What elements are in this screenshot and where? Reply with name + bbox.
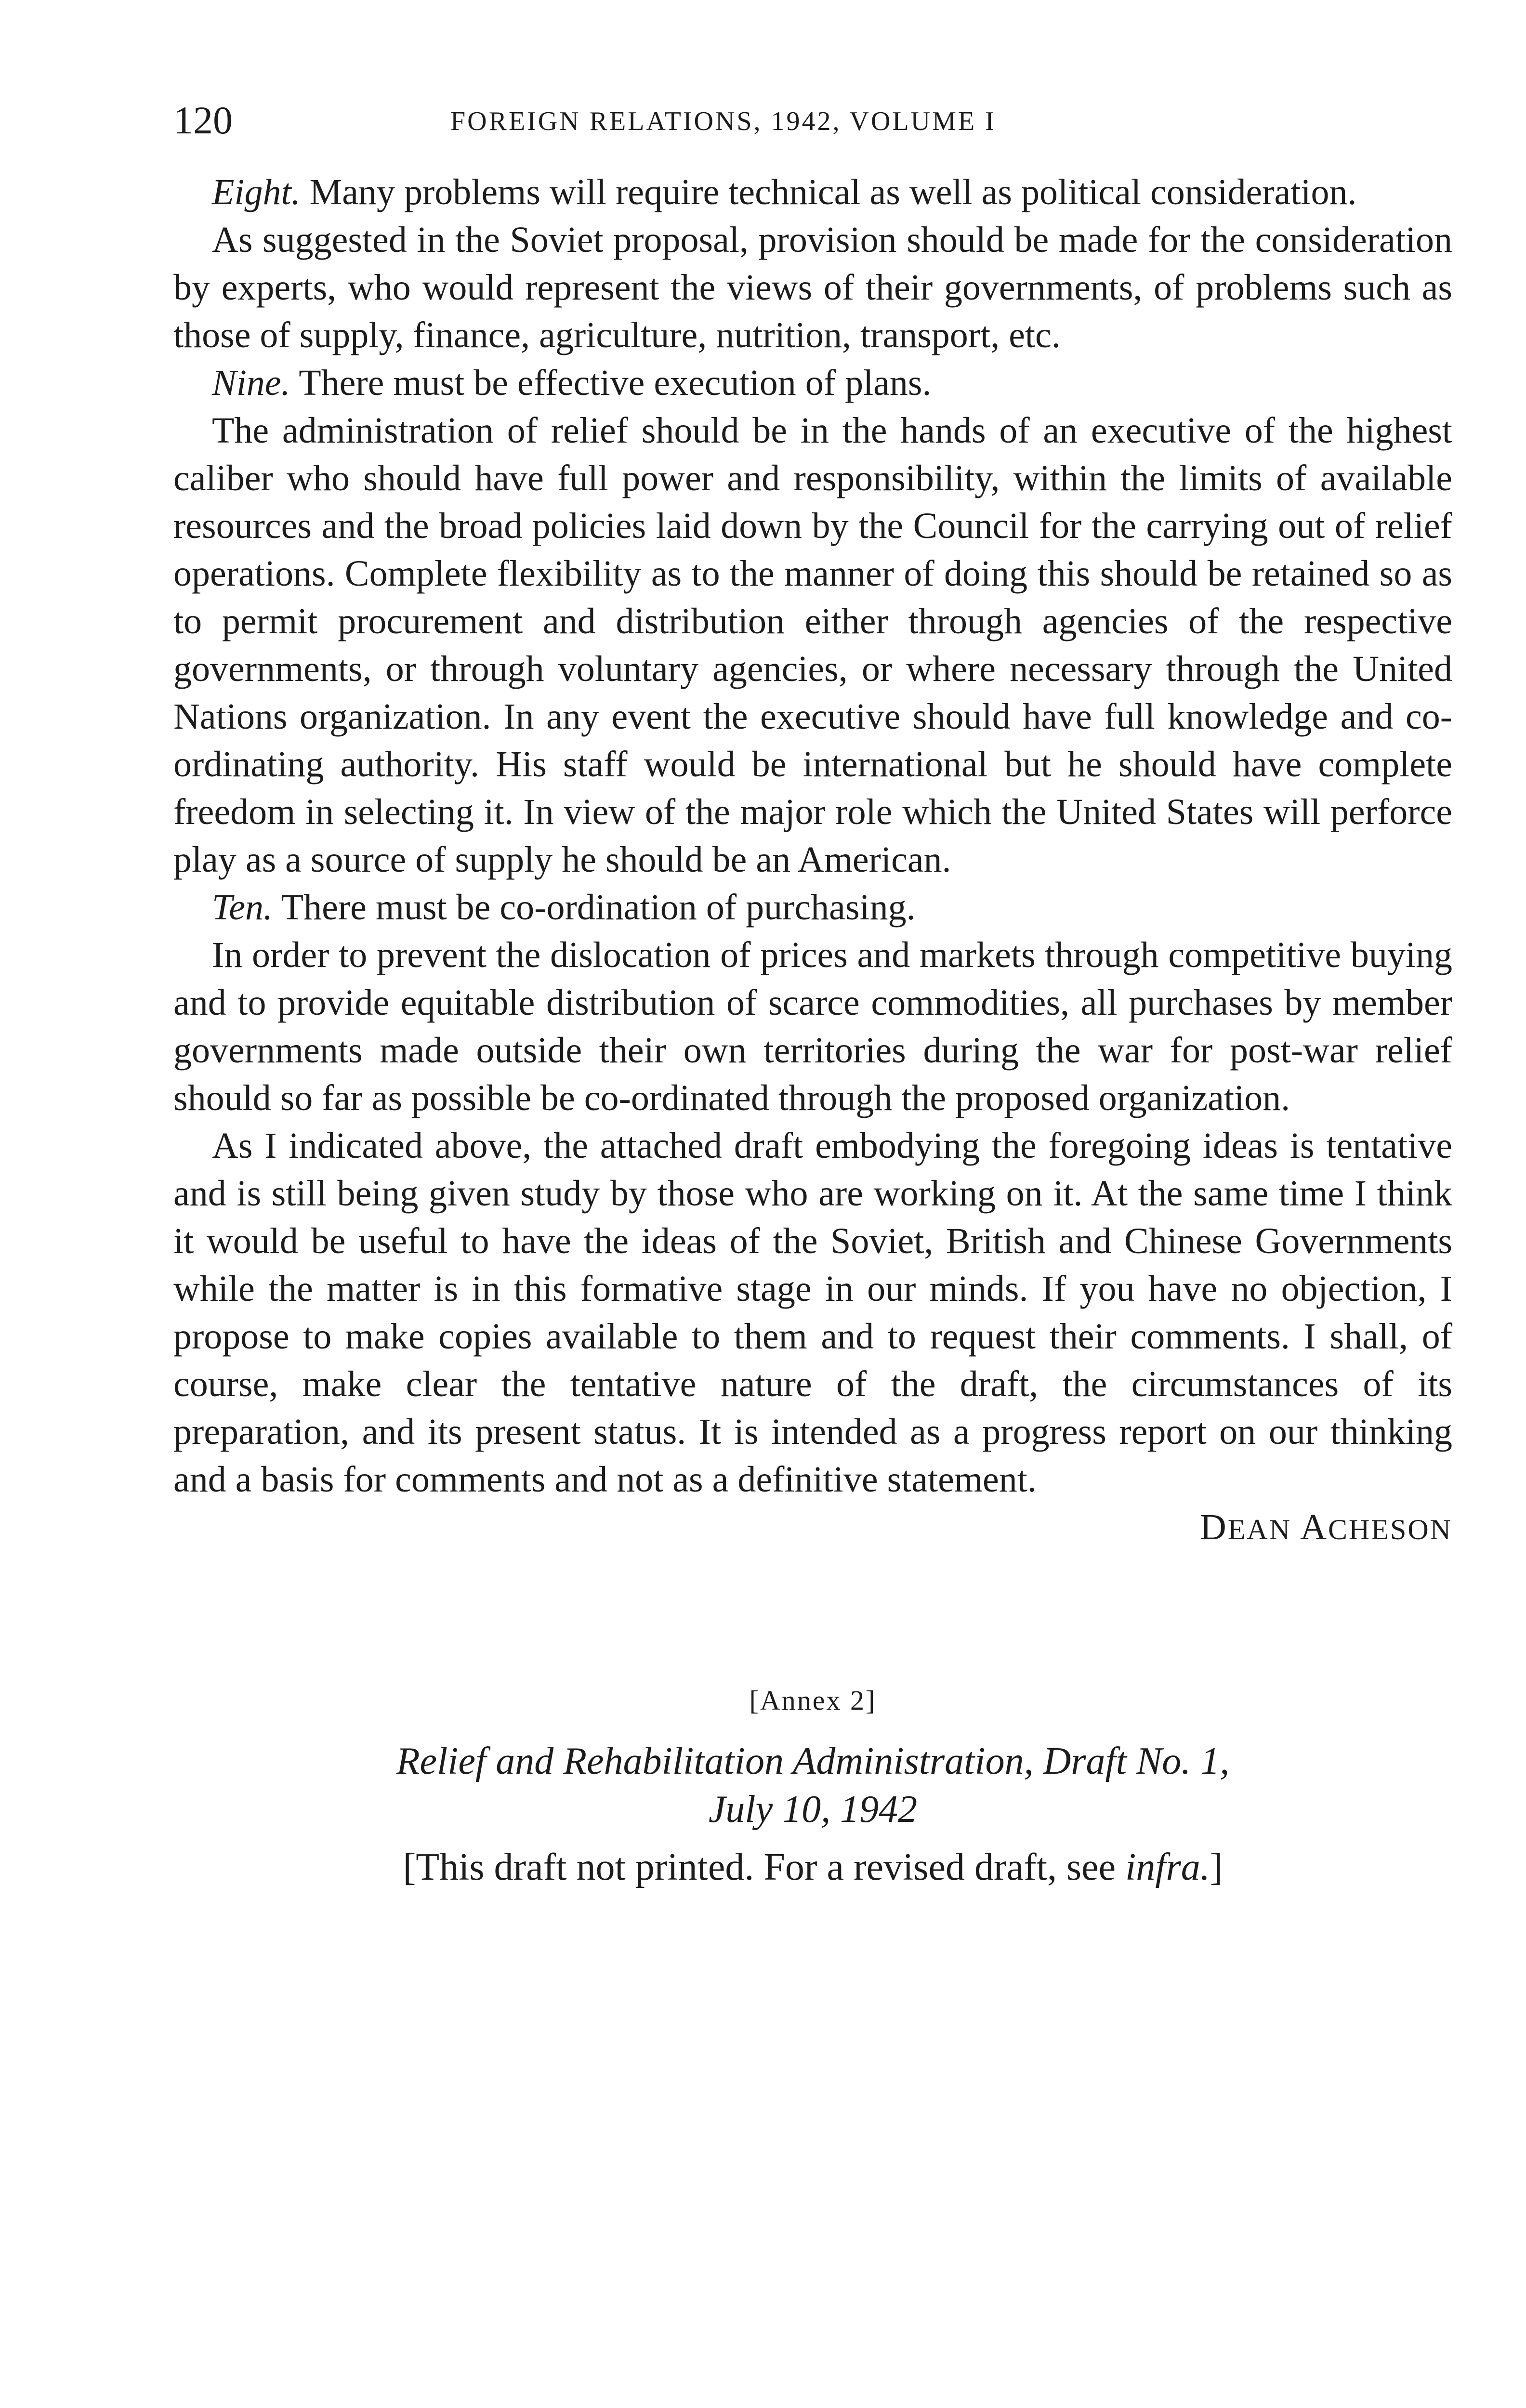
annex-note	[173, 1843, 1452, 1891]
paragraph-text: There must be effective execution of plans.	[299, 363, 932, 403]
paragraph-eight	[173, 169, 1452, 216]
paragraph	[173, 1122, 1452, 1504]
signature-initial: D	[1199, 1507, 1228, 1547]
signature	[173, 1504, 1452, 1554]
paragraph	[173, 931, 1452, 1122]
paragraph-nine	[173, 359, 1452, 407]
document-page	[173, 92, 1452, 1891]
paragraph-text: As I indicated above, the attached draft embodying the foregoing ideas is tentative and is still being given study by those who are working on it. At the same time I think it would be useful to have the ideas of the Soviet, British and Chinese Governments while the matter is in this formative stage in our minds. If you have no objection, I propose to make copies available to them and to request their comments. I shall, of course, make clear the tentative nature of the draft, the circumstances of its preparation, and its present status. It is intended as a progress report on our thinking and a basis for comments and not as a definitive statement.	[173, 1125, 1452, 1500]
running-title: FOREIGN RELATIONS, 1942, VOLUME I	[450, 106, 996, 136]
paragraph	[173, 407, 1452, 884]
body-text	[173, 169, 1452, 1504]
page-number: 120	[173, 98, 233, 142]
signature-rest: EAN	[1227, 1514, 1292, 1545]
running-header	[173, 92, 1452, 154]
signature-rest: CHESON	[1328, 1514, 1452, 1545]
annex-label: [Annex 2]	[749, 1685, 877, 1716]
annex-title-line: Relief and Rehabilitation Administration, Draft No. 1,	[396, 1740, 1230, 1782]
signature-initial: A	[1300, 1507, 1328, 1547]
annex-note-reference: infra.	[1125, 1846, 1210, 1888]
paragraph-text: The administration of relief should be in the hands of an executive of the highest caliber who should have full power and responsibility, within the limits of available resources and the broad policies laid down by the Council for the carrying out of relief operations. Complete flexibility as to the manner of doing this should be retained so as to permit procurement and distribution either through agencies of the respective governments, or through voluntary agencies, or where necessary through the United Nations organization. In any event the executive should have full knowledge and co-ordinating authority. His staff would be international but he should have complete freedom in selecting it. In view of the major role which the United States will perforce play as a source of supply he should be an American.	[173, 410, 1452, 880]
paragraph-ten	[173, 884, 1452, 931]
paragraph-text: There must be co-ordination of purchasing.	[281, 887, 916, 928]
paragraph-text: As suggested in the Soviet proposal, provision should be made for the consideration by experts, who would represent the views of their governments, of problems such as those of supply, finance, agriculture, nutrition, transport, etc.	[173, 220, 1452, 355]
run-in-label: Eight.	[212, 172, 301, 212]
run-in-label: Ten.	[212, 887, 273, 928]
paragraph-text: Many problems will require technical as well as political consideration.	[309, 172, 1357, 212]
annex-title	[173, 1737, 1452, 1833]
annex-title-date: July 10, 1942	[708, 1788, 918, 1831]
annex-note-close: ]	[1210, 1846, 1223, 1888]
paragraph-text: In order to prevent the dislocation of prices and markets through competitive buying and to provide equitable distribution of scarce commodities, all purchases by member governments made outside their own territories during the war for post-war relief should so far as possible be co-ordinated through the proposed organization.	[173, 935, 1452, 1118]
run-in-label: Nine.	[212, 363, 290, 403]
paragraph	[173, 216, 1452, 359]
annex-note-text: [This draft not printed. For a revised draft, see	[403, 1846, 1126, 1888]
